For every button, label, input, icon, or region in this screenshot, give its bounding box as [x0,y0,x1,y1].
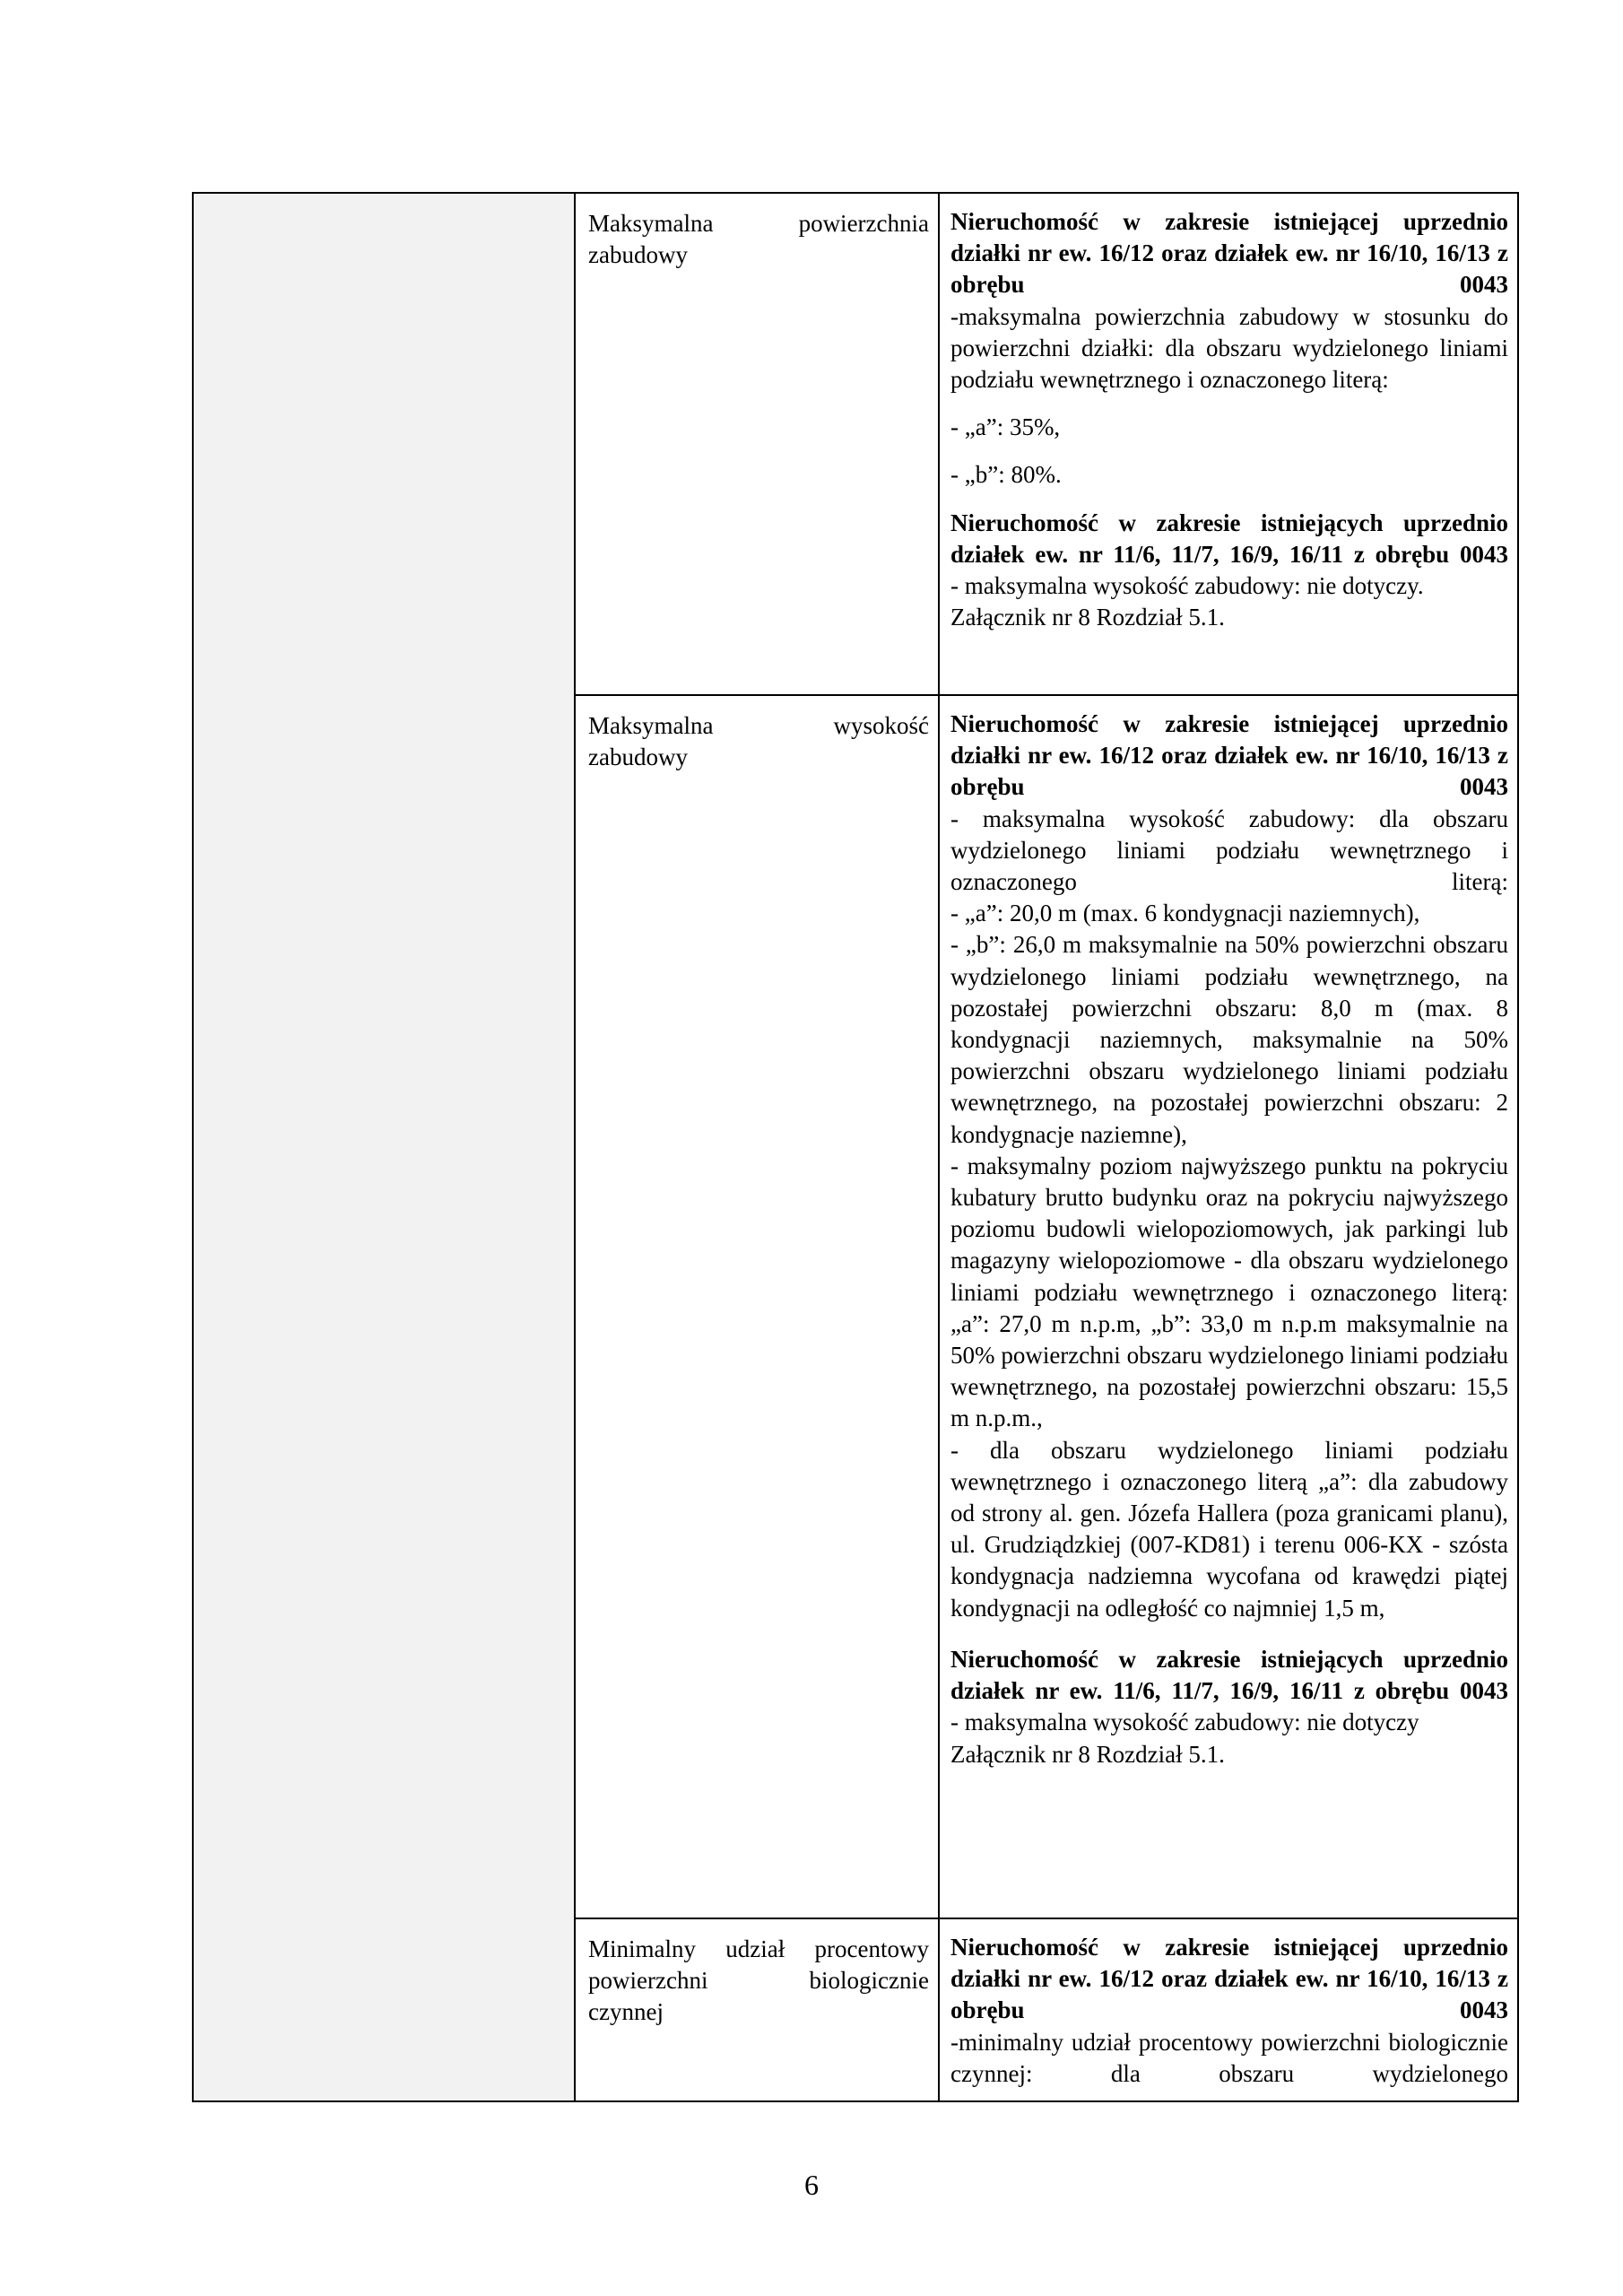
property-heading: Nieruchomość w zakresie istniejącej uprzednio działki nr ew. 16/12 oraz działek ew. nr 16/10, 16/13 z obrębu 0043 [950,208,1508,299]
row-label-line: czynnej [588,1998,664,2025]
property-heading: Nieruchomość w zakresie istniejących uprzednio działek nr ew. 11/6, 11/7, 16/9, 16/11 z obrębu 0043 [950,1645,1508,1705]
property-heading: Nieruchomość w zakresie istniejącej uprzednio działki nr ew. 16/12 oraz działek ew. nr 16/10, 16/13 z obrębu 0043 [950,1934,1508,2024]
value-item: - „b”: 80%. [950,461,1062,489]
value-item: - „b”: 26,0 m maksymalnie na 50% powierzchni obszaru wydzielonego liniami podziału wewnętrznego, na pozostałej powierzchni obszaru: 8,0 m (max. 8 kondygnacji naziemnych, maksymalnie na 50% powierzchni obszaru wydzielonego liniami podziału wewnętrznego, na pozostałej powierzchni obszaru: 2 kondygnacje naziemne), [950,931,1508,1148]
value-item: - dla obszaru wydzielonego liniami podziału wewnętrznego i oznaczonego literą „a”: dla zabudowy od strony al. gen. Józefa Hallera (poza granicami planu), ul. Grudziądzkiej (007-KD81) i terenu 006-KX - szósta kondygnacja nadziemna wycofana od krawędzi piątej kondygnacji na odległość co najmniej 1,5 m, [950,1436,1508,1622]
row-label-line: Minimalny udział procentowy powierzchni biologicznie [588,1935,929,1994]
table-row [193,193,1518,695]
row-label [576,194,938,280]
row-label-line: Maksymalna wysokość [588,712,929,739]
row-label-line: Maksymalna powierzchnia [588,210,929,237]
value-text: - maksymalna wysokość zabudowy: nie dotyczy. [950,572,1424,600]
row-value-cell [939,1918,1518,2101]
row-label-cell [575,1918,939,2101]
page-number: 6 [804,2169,819,2201]
annex-reference: Załącznik nr 8 Rozdział 5.1. [950,604,1225,631]
row-label [576,696,938,782]
row-label-line: zabudowy [588,241,688,268]
row-value-cell [939,695,1518,1918]
value-text: - maksymalna wysokość zabudowy: dla obszaru wydzielonego liniami podziału wewnętrznego i oznaczonego literą: [950,804,1508,896]
property-heading: Nieruchomość w zakresie istniejącej uprzednio działki nr ew. 16/12 oraz działek ew. nr 16/10, 16/13 z obrębu 0043 [950,710,1508,801]
value-item: - maksymalny poziom najwyższego punktu na pokryciu kubatury brutto budynku oraz na pokryciu najwyższego poziomu budowli wielopoziomowych, jak parkingi lub magazyny wielopoziomowe - dla obszaru wydzielonego liniami podziału wewnętrznego i oznaczonego literą: „a”: 27,0 m n.p.m, „b”: 33,0 m n.p.m maksymalnie na 50% powierzchni obszaru wydzielonego liniami podziału wewnętrznego, na pozostałej powierzchni obszaru: 15,5 m n.p.m., [950,1152,1508,1432]
row-value-cell [939,193,1518,695]
value-text: - maksymalna wysokość zabudowy: nie dotyczy [950,1709,1419,1736]
row-label [576,1919,938,2037]
value-text: -minimalny udział procentowy powierzchni biologicznie czynnej: dla obszaru wydzielonego [950,2028,1508,2087]
value-text: -maksymalna powierzchnia zabudowy w stosunku do powierzchni działki: dla obszaru wydzielonego liniami podziału wewnętrznego i oznaczonego literą: [950,302,1508,394]
property-heading: Nieruchomość w zakresie istniejących uprzednio działek ew. nr 11/6, 11/7, 16/9, 16/11 z obrębu 0043 [950,509,1508,568]
value-item: - „a”: 20,0 m (max. 6 kondygnacji naziemnych), [950,900,1420,927]
row-label-cell [575,193,939,695]
value-item: - „a”: 35%, [950,413,1061,441]
parameters-table [192,192,1519,2102]
row-label-line: zabudowy [588,744,688,770]
annex-reference: Załącznik nr 8 Rozdział 5.1. [950,1740,1225,1768]
row-label-cell [575,695,939,1918]
empty-first-column [193,193,575,2101]
